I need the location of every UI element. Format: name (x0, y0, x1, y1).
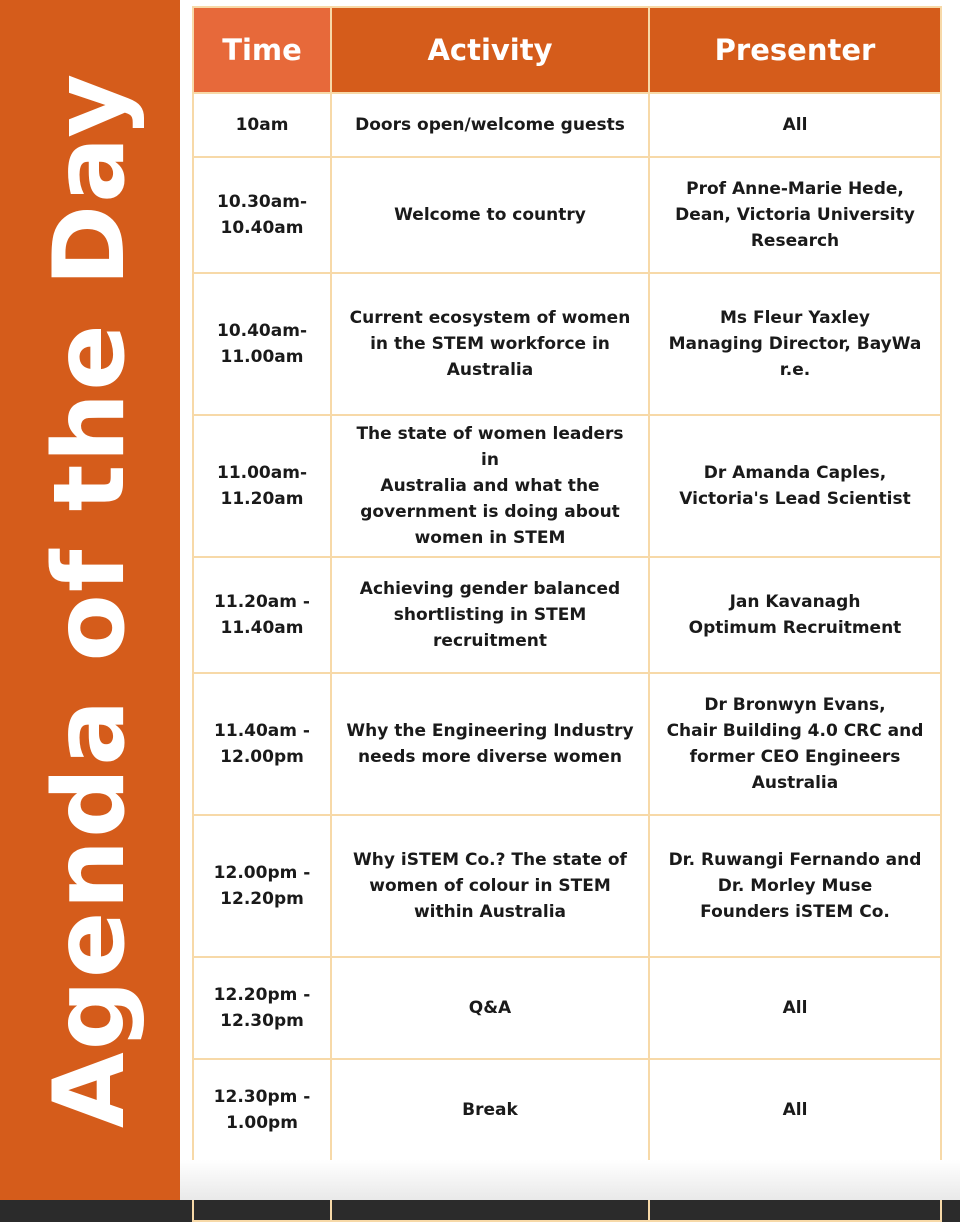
table-row (193, 1059, 941, 1161)
presenter-cell (649, 273, 941, 415)
time-text: 10.30am- 10.40am (216, 192, 307, 238)
activity-text: Why the Engineering Industry needs more diverse women (346, 721, 634, 767)
presenter-cell (649, 157, 941, 273)
activity-text: Achieving gender balanced shortlisting in STEM recruitment (359, 579, 621, 651)
time-text: 11.00am- 11.20am (216, 463, 307, 509)
time-cell (193, 157, 331, 273)
presenter-header: Presenter (649, 7, 941, 93)
presenter-cell (649, 1059, 941, 1161)
activity-text: Break (462, 1100, 518, 1120)
presenter-text: Jan Kavanagh Optimum Recruitment (688, 592, 902, 638)
table-row (193, 157, 941, 273)
presenter-cell (649, 957, 941, 1059)
table-row (193, 273, 941, 415)
activity-cell (331, 957, 649, 1059)
side-banner (0, 0, 180, 1200)
table-row (193, 957, 941, 1059)
activity-text: Why iSTEM Co.? The state of women of colour in STEM within Australia (353, 850, 627, 922)
time-cell (193, 815, 331, 957)
presenter-text: Prof Anne-Marie Hede, Dean, Victoria University Research (675, 179, 915, 251)
table-row (193, 557, 941, 673)
activity-cell (331, 93, 649, 157)
time-text: 10.40am- 11.00am (216, 321, 307, 367)
presenter-text: All (782, 1100, 808, 1120)
side-title: Agenda of the Day (33, 71, 147, 1129)
activity-header: Activity (331, 7, 649, 93)
activity-cell (331, 157, 649, 273)
time-text: 11.20am - 11.40am (214, 592, 310, 638)
table-row (193, 415, 941, 557)
presenter-text: Dr Bronwyn Evans, Chair Building 4.0 CRC and former CEO Engineers Australia (666, 695, 924, 793)
activity-cell (331, 557, 649, 673)
time-text: 12.20pm - 12.30pm (213, 985, 311, 1031)
time-text: 12.00pm - 12.20pm (213, 863, 311, 909)
time-cell (193, 557, 331, 673)
activity-text: The state of women leaders in Australia and what the government is doing about women in STEM (356, 424, 624, 548)
bottom-shade (180, 1160, 960, 1200)
time-cell (193, 93, 331, 157)
activity-cell (331, 273, 649, 415)
activity-text: Current ecosystem of women in the STEM workforce in Australia (349, 308, 631, 380)
time-cell (193, 273, 331, 415)
time-cell (193, 673, 331, 815)
time-text: 12.30pm - 1.00pm (213, 1087, 311, 1133)
activity-cell (331, 673, 649, 815)
presenter-cell (649, 673, 941, 815)
presenter-text: All (782, 998, 808, 1018)
time-cell (193, 415, 331, 557)
table-row (193, 673, 941, 815)
activity-cell (331, 815, 649, 957)
presenter-cell (649, 93, 941, 157)
presenter-text: Dr. Ruwangi Fernando and Dr. Morley Muse Founders iSTEM Co. (668, 850, 922, 922)
time-text: 10am (235, 115, 289, 135)
presenter-text: Dr Amanda Caples, Victoria's Lead Scientist (679, 463, 911, 509)
activity-cell (331, 1059, 649, 1161)
time-cell (193, 1059, 331, 1161)
time-cell (193, 957, 331, 1059)
time-header: Time (193, 7, 331, 93)
presenter-text: Ms Fleur Yaxley Managing Director, BayWa r.e. (668, 308, 922, 380)
table-row (193, 93, 941, 157)
time-text: 11.40am - 12.00pm (214, 721, 310, 767)
presenter-text: All (782, 115, 808, 135)
presenter-cell (649, 815, 941, 957)
presenter-cell (649, 415, 941, 557)
header-row (193, 7, 941, 93)
presenter-cell (649, 557, 941, 673)
activity-text: Welcome to country (394, 205, 586, 225)
activity-cell (331, 415, 649, 557)
activity-text: Q&A (468, 998, 512, 1018)
agenda-table (192, 6, 942, 1222)
activity-text: Doors open/welcome guests (355, 115, 625, 135)
table-row (193, 815, 941, 957)
